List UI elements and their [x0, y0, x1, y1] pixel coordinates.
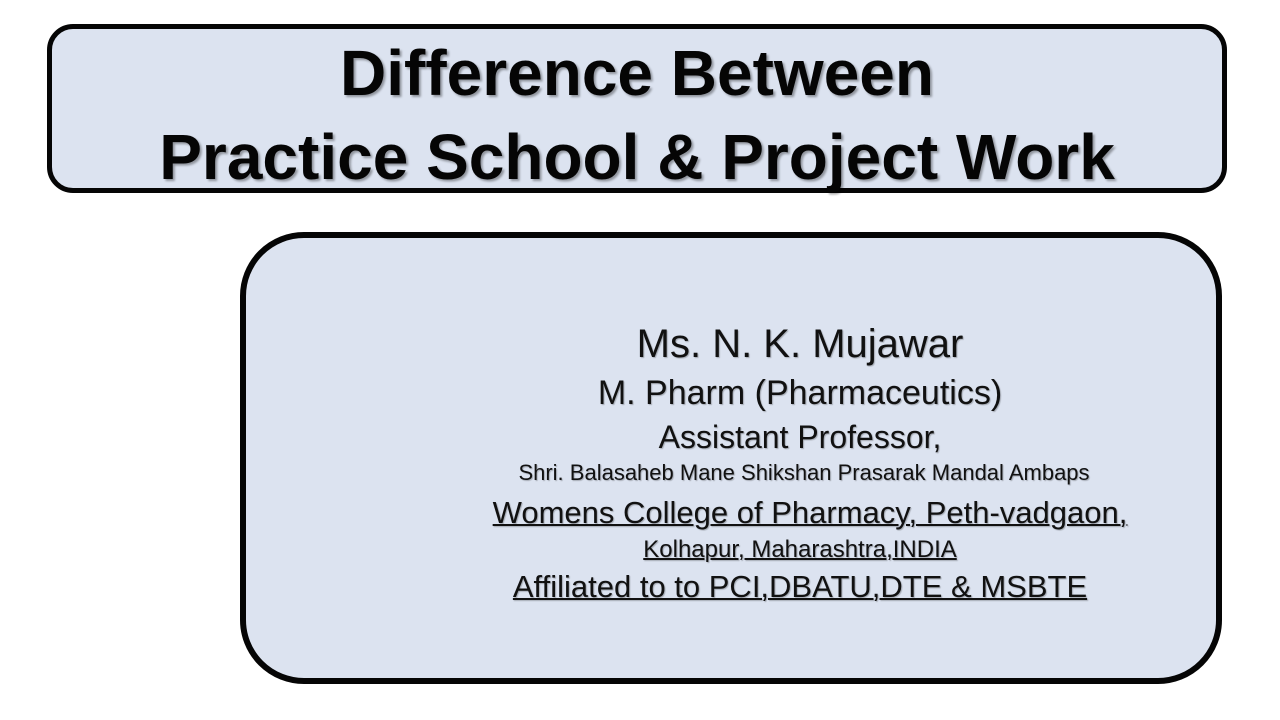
- college-address: Kolhapur, Maharashtra,INDIA: [643, 536, 957, 563]
- author-degree: M. Pharm (Pharmaceutics): [597, 374, 1003, 412]
- author-name: Ms. N. K. Mujawar: [636, 322, 964, 366]
- title-line-2: Practice School & Project Work: [159, 121, 1115, 193]
- title-line-1: Difference Between: [340, 37, 934, 109]
- affiliation-text: Affiliated to to PCI,DBATU,DTE & MSBTE: [512, 569, 1088, 604]
- author-info-box: [240, 232, 1222, 684]
- society-name: Shri. Balasaheb Mane Shikshan Prasarak Mandal Ambaps: [518, 460, 1090, 485]
- author-position: Assistant Professor,: [658, 419, 942, 455]
- title-box: [47, 24, 1227, 193]
- college-name: Womens College of Pharmacy, Peth-vadgaon,: [492, 495, 1128, 530]
